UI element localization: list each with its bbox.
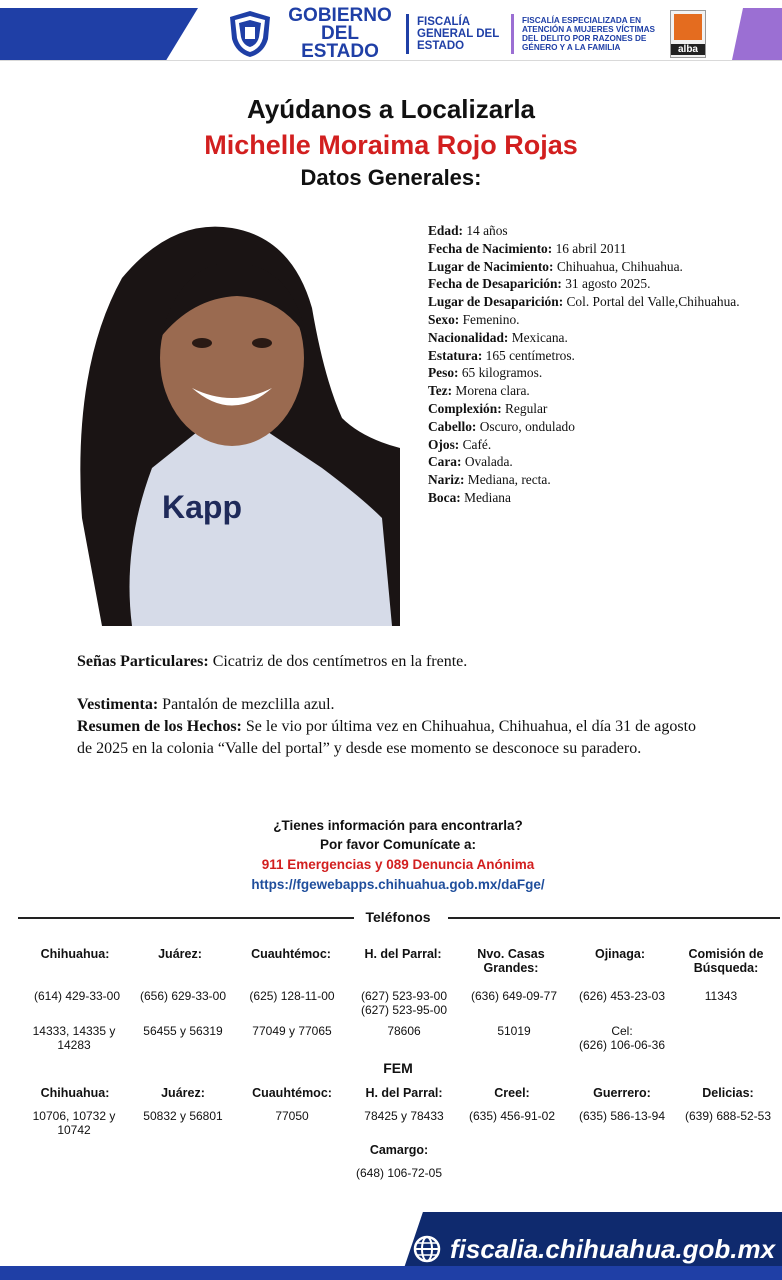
fem-number: (635) 586-13-94 xyxy=(578,1109,666,1123)
tel-number: (627) 523-93-00 (627) 523-95-00 xyxy=(360,989,448,1017)
dato-label: Boca: xyxy=(428,489,461,505)
dato-value: Chihuahua, Chihuahua. xyxy=(553,258,683,274)
tel-extension: 14333, 14335 y 14283 xyxy=(32,1024,116,1052)
logo-divider xyxy=(511,14,514,54)
footer-bottom-bar xyxy=(0,1266,782,1280)
dato-label: Ojos: xyxy=(428,436,460,452)
footer-url-link[interactable]: fiscalia.chihuahua.gob.mx xyxy=(450,1234,776,1264)
tel-header: Juárez: xyxy=(158,947,202,961)
dato-label: Complexión: xyxy=(428,400,502,416)
tel-extension: 51019 xyxy=(497,1024,531,1038)
header-right-band xyxy=(732,8,782,60)
photo-shirt-text: Kapp xyxy=(162,489,242,525)
tel-header: H. del Parral: xyxy=(364,947,442,961)
tel-extension: 56455 y 56319 xyxy=(143,1024,223,1038)
dato-ojos xyxy=(428,436,740,454)
tel-number: (625) 128-11-00 xyxy=(249,989,335,1003)
fem-header: Juárez: xyxy=(161,1086,205,1100)
dato-fecha-nacimiento xyxy=(428,240,740,258)
dato-value: Regular xyxy=(501,400,548,416)
contact-url-link[interactable]: https://fgewebapps.chihuahua.gob.mx/daFge/ xyxy=(251,877,545,892)
fem-header: Guerrero: xyxy=(593,1086,651,1100)
tel-header: Nvo. Casas Grandes: xyxy=(477,947,545,975)
alba-logo-mark xyxy=(674,14,702,40)
fem-number: (635) 456-91-02 xyxy=(468,1109,556,1123)
dato-estatura xyxy=(428,347,740,365)
vestimenta-label: Vestimenta: xyxy=(77,696,159,713)
dato-value: Oscuro, ondulado xyxy=(476,418,575,434)
tel-number: (636) 649-09-77 xyxy=(470,989,558,1003)
dato-label: Fecha de Desaparición: xyxy=(428,276,562,292)
contact-question: ¿Tienes información para encontrarla? xyxy=(273,818,523,833)
tel-extension: Cel: (626) 106-06-36 xyxy=(578,1024,666,1052)
dato-label: Nacionalidad: xyxy=(428,329,509,345)
fem-number: 50832 y 56801 xyxy=(143,1109,223,1123)
senas-value: Cicatriz de dos centímetros en la frente. xyxy=(208,653,468,670)
dato-peso xyxy=(428,364,740,382)
fem-camargo-label: Camargo: xyxy=(369,1143,429,1157)
fem-number: 77050 xyxy=(275,1109,309,1123)
dato-label: Estatura: xyxy=(428,347,483,363)
page-title: Ayúdanos a Localizarla xyxy=(246,94,536,124)
emergency-numbers: 911 Emergencias y 089 Denuncia Anónima xyxy=(261,857,535,872)
tel-number: (656) 629-33-00 xyxy=(139,989,227,1003)
vestimenta-value: Pantalón de mezclilla azul. xyxy=(158,696,335,713)
dato-label: Sexo: xyxy=(428,311,460,327)
fem-header: H. del Parral: xyxy=(365,1086,443,1100)
dato-value: Mexicana. xyxy=(508,329,568,345)
dato-value: Femenino. xyxy=(459,311,520,327)
fem-number: 78425 y 78433 xyxy=(364,1109,444,1123)
globe-icon xyxy=(412,1234,442,1264)
alba-logo-text: alba xyxy=(671,44,705,55)
logo-divider xyxy=(406,14,409,54)
dato-tez xyxy=(428,382,740,400)
dato-value: Morena clara. xyxy=(452,383,530,399)
fiscalia-logo-text: FISCALÍA GENERAL DEL ESTADO xyxy=(417,16,500,52)
contact-please: Por favor Comunícate a: xyxy=(319,837,477,852)
senas-label: Señas Particulares: xyxy=(77,653,209,670)
fem-logo-text: FISCALÍA ESPECIALIZADA EN ATENCIÓN A MUJERES VÍCTIMAS DEL DELITO POR RAZONES DE GÉNERO Y A LA FAMILIA xyxy=(522,16,655,52)
tel-header: Comisión de Búsqueda: xyxy=(688,947,764,975)
fem-number: 10706, 10732 y 10742 xyxy=(32,1109,116,1137)
dato-value: Mediana xyxy=(460,489,511,505)
fem-header: Delicias: xyxy=(702,1086,754,1100)
header-logos xyxy=(226,5,706,62)
dato-value: Col. Portal del Valle,Chihuahua. xyxy=(563,294,740,310)
tel-number: 11343 xyxy=(704,989,738,1003)
dato-nariz xyxy=(428,471,740,489)
dato-value: Café. xyxy=(459,436,492,452)
missing-person-photo xyxy=(62,218,400,626)
dato-lugar-desaparicion xyxy=(428,293,740,311)
section-title: Datos Generales: xyxy=(300,165,482,190)
dato-cabello xyxy=(428,418,740,436)
telefonos-title: Teléfonos xyxy=(365,909,431,925)
dato-lugar-nacimiento xyxy=(428,258,740,276)
fem-number: (639) 688-52-53 xyxy=(684,1109,772,1123)
dato-edad xyxy=(428,222,740,240)
tel-header: Cuauhtémoc: xyxy=(251,947,331,961)
dato-label: Lugar de Desaparición: xyxy=(428,294,564,310)
senas-particulares xyxy=(77,651,717,673)
dato-label: Nariz: xyxy=(428,472,465,488)
dato-cara xyxy=(428,453,740,471)
missing-person-name: Michelle Moraima Rojo Rojas xyxy=(204,130,578,160)
dato-value: Ovalada. xyxy=(461,454,513,470)
dato-value: 16 abril 2011 xyxy=(552,240,627,256)
dato-label: Edad: xyxy=(428,223,463,238)
dato-label: Peso: xyxy=(428,365,459,381)
resumen-value: Se le vio por última vez en Chihuahua, Chihuahua, el día 31 de agosto de 2025 en la colonia “Valle del portal” y desde ese momento se desconoce su paradero. xyxy=(77,718,697,757)
dato-value: 14 años xyxy=(462,223,508,238)
dato-boca xyxy=(428,489,740,507)
datos-generales-list xyxy=(428,222,740,507)
dato-sexo xyxy=(428,311,740,329)
dato-complexion xyxy=(428,400,740,418)
tel-header: Ojinaga: xyxy=(594,947,645,961)
fem-camargo-number: (648) 106-72-05 xyxy=(355,1166,443,1180)
dato-value: 31 agosto 2025. xyxy=(561,276,651,292)
tel-number: (614) 429-33-00 xyxy=(33,989,121,1003)
fem-title: FEM xyxy=(383,1060,413,1076)
dato-label: Fecha de Nacimiento: xyxy=(428,240,553,256)
dato-label: Cabello: xyxy=(428,418,477,434)
dato-label: Lugar de Nacimiento: xyxy=(428,258,554,274)
state-shield-icon xyxy=(226,9,274,59)
header-left-band xyxy=(0,8,198,60)
dato-value: 165 centímetros. xyxy=(482,347,575,363)
vestimenta xyxy=(77,694,717,716)
footer xyxy=(0,1208,782,1280)
dato-label: Cara: xyxy=(428,454,462,470)
dato-value: Mediana, recta. xyxy=(464,472,551,488)
gobierno-logo-text: GOBIERNO DEL ESTADO xyxy=(288,5,392,62)
dato-fecha-desaparicion xyxy=(428,275,740,293)
tel-extension: 77049 y 77065 xyxy=(252,1024,332,1038)
dato-label: Tez: xyxy=(428,383,453,399)
dato-value: 65 kilogramos. xyxy=(458,365,543,381)
resumen-hechos xyxy=(77,716,697,760)
resumen-label: Resumen de los Hechos: xyxy=(77,718,242,735)
alba-logo xyxy=(670,10,706,58)
dato-nacionalidad xyxy=(428,329,740,347)
tel-number: (626) 453-23-03 xyxy=(578,989,666,1003)
fem-header: Creel: xyxy=(494,1086,530,1100)
fem-header: Cuauhtémoc: xyxy=(252,1086,332,1100)
tel-header: Chihuahua: xyxy=(40,947,110,961)
tel-extension: 78606 xyxy=(387,1024,421,1038)
fem-header: Chihuahua: xyxy=(40,1086,110,1100)
